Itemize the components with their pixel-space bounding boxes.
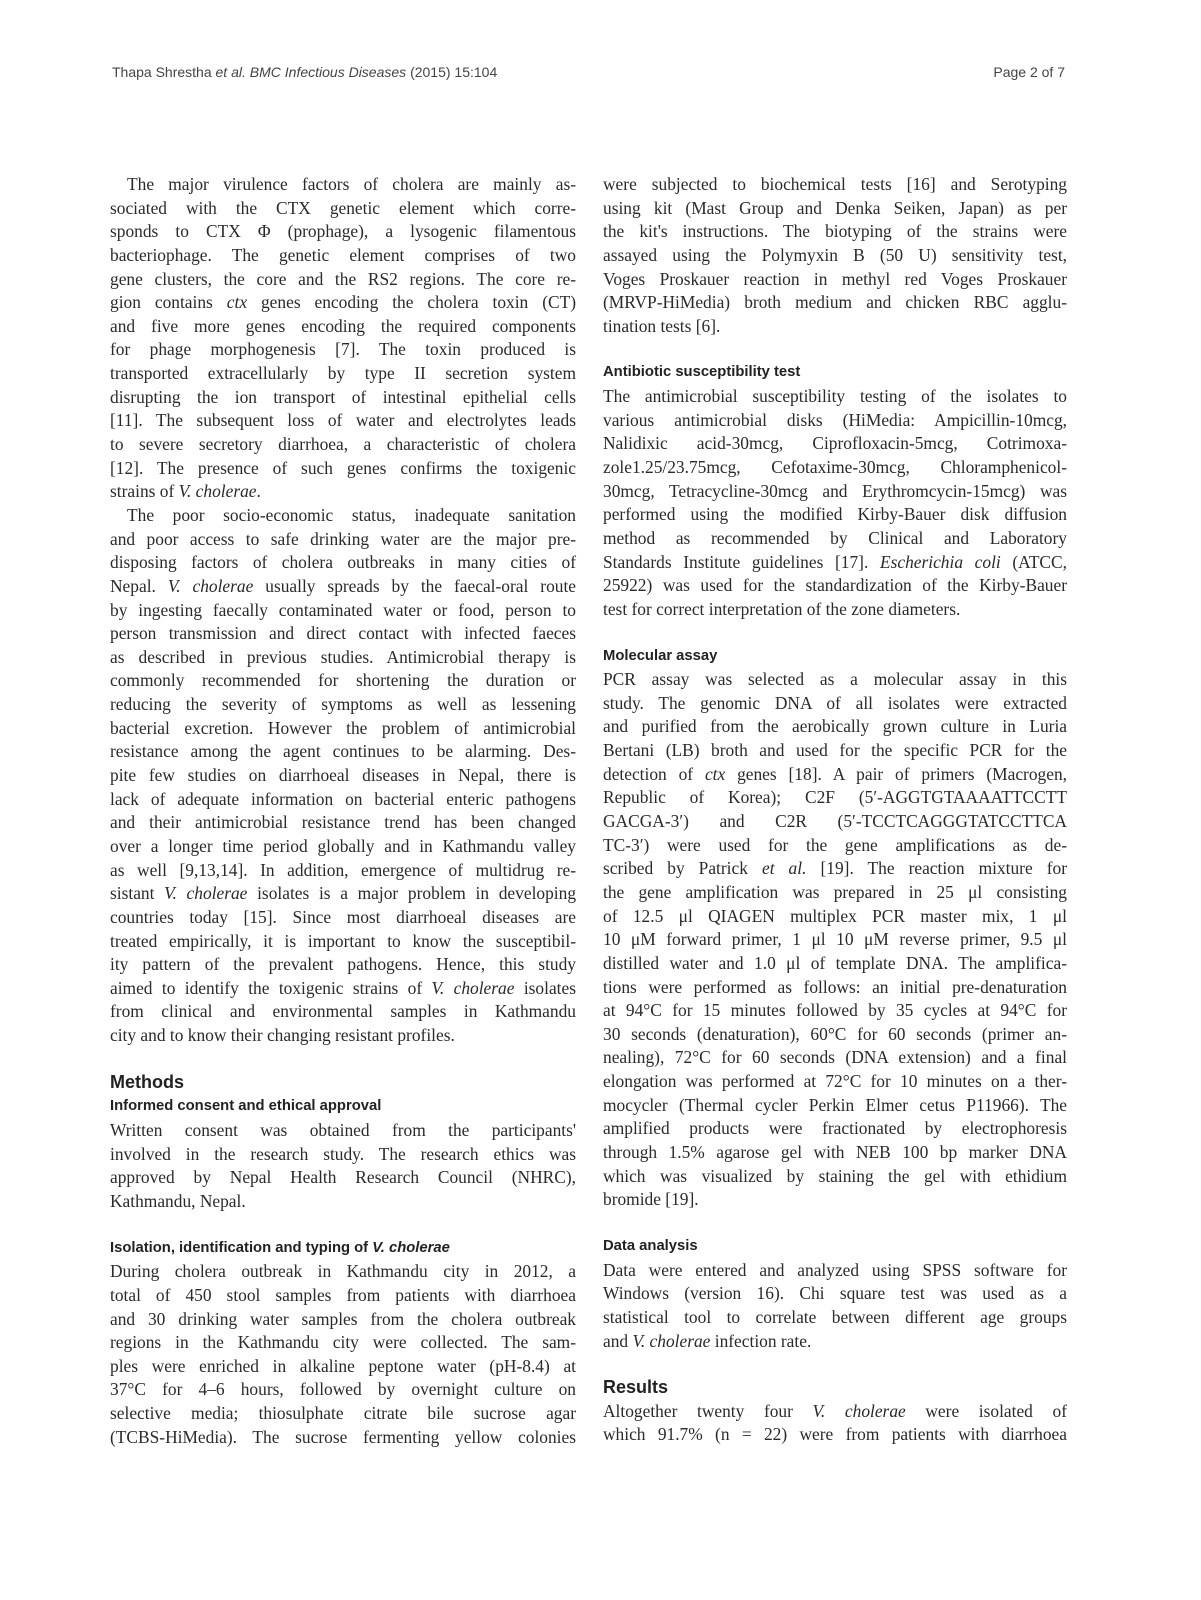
text-line: PCR assay was selected as a molecular assay in this xyxy=(603,669,1067,690)
paragraph xyxy=(110,1260,576,1449)
text-line: and five more genes encoding the required components xyxy=(110,315,576,336)
text-line: city and to know their changing resistant profiles. xyxy=(110,1025,455,1046)
text-line: Nalidixic acid-30mcg, Ciprofloxacin-5mcg, Cotrimoxa- xyxy=(603,433,1067,454)
text-line: 37°C for 4–6 hours, followed by overnight culture on xyxy=(110,1379,576,1400)
text-line: (MRVP-HiMedia) broth medium and chicken RBC agglu- xyxy=(603,292,1067,313)
italic-term: V. cholerae xyxy=(178,481,257,502)
subsection-heading: Antibiotic susceptibility test xyxy=(603,364,801,381)
text-line: The antimicrobial susceptibility testing of the isolates to xyxy=(603,386,1067,407)
text-line: and poor access to safe drinking water are the major pre- xyxy=(110,528,576,549)
text-line: 30mcg, Tetracycline-30mcg and Erythromcycin-15mcg) was xyxy=(603,480,1067,501)
text-line: for phage morphogenesis [7]. The toxin produced is xyxy=(110,339,576,360)
text-line: [12]. The presence of such genes confirms the toxigenic xyxy=(110,457,576,478)
text-line: elongation was performed at 72°C for 10 minutes on a ther- xyxy=(603,1071,1067,1092)
text-line: Kathmandu, Nepal. xyxy=(110,1190,246,1211)
text-line: TC-3′) were used for the gene amplifications as de- xyxy=(603,834,1067,855)
text-line: The poor socio-economic status, inadequate sanitation xyxy=(127,504,576,525)
text-line: performed using the modified Kirby-Bauer disk diffusion xyxy=(603,504,1067,525)
text-line: tions were performed as follows: an initial pre-denaturation xyxy=(603,976,1067,997)
text-line: the gene amplification was prepared in 25 μl consisting xyxy=(603,881,1067,902)
paragraph xyxy=(603,173,1067,338)
text-line: which was visualized by staining the gel with ethidium xyxy=(603,1165,1067,1186)
text-line: bromide [19]. xyxy=(603,1189,699,1210)
section-heading: Methods xyxy=(110,1071,184,1092)
italic-term: V. cholerae xyxy=(431,977,515,998)
italic-term: V. cholerae xyxy=(632,1330,711,1351)
paragraph xyxy=(110,504,576,1048)
text-line: as described in previous studies. Antimicrobial therapy is xyxy=(110,646,576,667)
text-line: and V. cholerae infection rate. xyxy=(603,1330,812,1351)
text-line: treated empirically, it is important to know the susceptibil- xyxy=(110,930,576,951)
text-line: strains of V. cholerae. xyxy=(110,481,261,502)
text-line: tination tests [6]. xyxy=(603,315,721,336)
text-line: Data were entered and analyzed using SPSS software for xyxy=(603,1259,1067,1280)
text-line: over a longer time period globally and in Kathmandu valley xyxy=(110,835,576,856)
text-line: resistance among the agent continues to be alarming. Des- xyxy=(110,741,576,762)
text-line: amplified products were fractionated by electrophoresis xyxy=(603,1118,1067,1139)
subsection-heading: Isolation, identification and typing of V. cholerae xyxy=(110,1239,450,1256)
text-line: 30 seconds (denaturation), 60°C for 60 seconds (primer an- xyxy=(603,1023,1067,1044)
text-line: Nepal. V. cholerae usually spreads by the faecal-oral route xyxy=(110,575,577,596)
text-line: ples were enriched in alkaline peptone water (pH-8.4) at xyxy=(110,1355,576,1376)
page-number: Page 2 of 7 xyxy=(993,64,1065,80)
italic-term: V. cholerae xyxy=(164,883,248,904)
italic-term: ctx xyxy=(226,292,248,313)
text-line: using kit (Mast Group and Denka Seiken, Japan) as per xyxy=(603,197,1067,218)
text-line: (TCBS-HiMedia). The sucrose fermenting yellow colonies xyxy=(110,1426,576,1447)
text-line: Altogether twenty four V. cholerae were isolated of xyxy=(603,1400,1067,1421)
text-line: scribed by Patrick et al. [19]. The reaction mixture for xyxy=(603,858,1068,879)
text-line: method as recommended by Clinical and Laboratory xyxy=(603,527,1067,548)
italic-term: V. cholerae xyxy=(812,1400,906,1421)
header-authors: Thapa Shrestha xyxy=(112,64,212,80)
text-line: through 1.5% agarose gel with NEB 100 bp marker DNA xyxy=(603,1142,1067,1163)
header-citation: (2015) 15:104 xyxy=(410,64,498,80)
subsection-heading: Data analysis xyxy=(603,1237,698,1254)
text-line: person transmission and direct contact with infected faeces xyxy=(110,623,576,644)
text-line: aimed to identify the toxigenic strains of V. cholerae isolates xyxy=(110,977,576,998)
text-line: transported extracellularly by type II secretion system xyxy=(110,363,576,384)
italic-term: Escherichia coli xyxy=(879,551,1001,572)
text-line: statistical tool to correlate between different age groups xyxy=(603,1306,1067,1327)
text-line: gene clusters, the core and the RS2 regions. The core re- xyxy=(110,268,576,289)
italic-term: ctx xyxy=(704,763,726,784)
text-line: 10 μM forward primer, 1 μl 10 μM reverse primer, 9.5 μl xyxy=(603,929,1067,950)
text-line: approved by Nepal Health Research Council (NHRC), xyxy=(110,1167,576,1188)
text-line: nealing), 72°C for 60 seconds (DNA extension) and a final xyxy=(603,1047,1067,1068)
text-line: commonly recommended for shortening the duration or xyxy=(110,670,576,691)
text-line: were subjected to biochemical tests [16] and Serotyping xyxy=(603,174,1067,194)
text-line: detection of ctx genes [18]. A pair of primers (Macrogen, xyxy=(603,763,1068,784)
subsection-heading: Molecular assay xyxy=(603,647,718,664)
text-line: [11]. The subsequent loss of water and electrolytes leads xyxy=(110,410,576,431)
text-line: ity pattern of the prevalent pathogens. Hence, this study xyxy=(110,954,576,975)
text-line: The major virulence factors of cholera are mainly as- xyxy=(127,174,576,194)
text-line: During cholera outbreak in Kathmandu city in 2012, a xyxy=(110,1261,576,1282)
text-line: Windows (version 16). Chi square test was used as a xyxy=(603,1283,1067,1304)
left-column xyxy=(110,173,576,1449)
text-line: Republic of Korea); C2F (5′-AGGTGTAAAATTCCTT xyxy=(603,787,1067,808)
text-line: Standards Institute guidelines [17]. Escherichia coli (ATCC, xyxy=(603,551,1067,572)
paragraph xyxy=(603,668,1067,1212)
paragraph xyxy=(603,385,1067,621)
text-line: at 94°C for 15 minutes followed by 35 cycles at 94°C for xyxy=(603,1000,1067,1021)
paragraph xyxy=(603,1259,1067,1354)
text-line: mocycler (Thermal cycler Perkin Elmer cetus P11966). The xyxy=(603,1094,1067,1115)
text-line: selective media; thiosulphate citrate bile sucrose agar xyxy=(110,1403,576,1424)
text-line: regions in the Kathmandu city were collected. The sam- xyxy=(110,1332,576,1353)
text-line: the kit's instructions. The biotyping of the strains were xyxy=(603,221,1067,242)
text-line: as well [9,13,14]. In addition, emergence of multidrug re- xyxy=(110,859,576,880)
text-line: study. The genomic DNA of all isolates were extracted xyxy=(603,692,1067,713)
text-line: test for correct interpretation of the zone diameters. xyxy=(603,598,961,619)
right-column xyxy=(603,173,1067,1447)
subsection-heading: Informed consent and ethical approval xyxy=(110,1098,382,1115)
text-line: and their antimicrobial resistance trend has been changed xyxy=(110,812,576,833)
text-line: of 12.5 μl QIAGEN multiplex PCR master mix, 1 μl xyxy=(603,905,1067,926)
text-line: from clinical and environmental samples in Kathmandu xyxy=(110,1001,576,1022)
text-line: bacteriophage. The genetic element comprises of two xyxy=(110,244,576,265)
text-line: GACGA-3′) and C2R (5′-TCCTCAGGGTATCCTTCA xyxy=(603,811,1067,832)
italic-term: V. cholerae xyxy=(372,1239,450,1256)
paragraph xyxy=(110,173,576,504)
text-line: bacterial excretion. However the problem of antimicrobial xyxy=(110,717,576,738)
text-line: various antimicrobial disks (HiMedia: Ampicillin-10mcg, xyxy=(603,409,1067,430)
text-line: sociated with the CTX genetic element which corre- xyxy=(110,197,576,218)
text-line: pite few studies on diarrhoeal diseases in Nepal, there is xyxy=(110,765,576,786)
text-line: Written consent was obtained from the participants' xyxy=(110,1120,576,1141)
text-line: disrupting the ion transport of intestinal epithelial cells xyxy=(110,386,576,407)
text-line: to severe secretory diarrhoea, a characteristic of cholera xyxy=(110,434,576,455)
text-line: sponds to CTX Φ (prophage), a lysogenic filamentous xyxy=(110,221,576,242)
paragraph xyxy=(110,1119,576,1214)
text-line: lack of adequate information on bacterial enteric pathogens xyxy=(110,788,576,809)
running-header xyxy=(112,64,497,80)
text-line: gion contains ctx genes encoding the cholera toxin (CT) xyxy=(110,292,576,313)
text-line: and purified from the aerobically grown culture in Luria xyxy=(603,716,1067,737)
text-line: reducing the severity of symptoms as well as lessening xyxy=(110,694,576,715)
text-line: zole1.25/23.75mcg, Cefotaxime-30mcg, Chloramphenicol- xyxy=(603,457,1067,478)
text-line: and 30 drinking water samples from the cholera outbreak xyxy=(110,1308,576,1329)
section-heading: Results xyxy=(603,1377,669,1398)
text-line: by ingesting faecally contaminated water or food, person to xyxy=(110,599,576,620)
text-line: involved in the research study. The research ethics was xyxy=(110,1143,576,1164)
header-journal: BMC Infectious Diseases xyxy=(249,64,407,80)
italic-term: et al. xyxy=(761,858,807,879)
italic-term: V. cholerae xyxy=(167,575,254,596)
header-etal: et al. xyxy=(215,64,246,80)
text-line: 25922) was used for the standardization of the Kirby-Bauer xyxy=(603,575,1067,596)
paragraph xyxy=(603,1400,1067,1447)
text-line: total of 450 stool samples from patients with diarrhoea xyxy=(110,1284,576,1305)
text-line: countries today [15]. Since most diarrhoeal diseases are xyxy=(110,906,576,927)
text-line: disposing factors of cholera outbreaks in many cities of xyxy=(110,552,576,573)
text-line: assayed using the Polymyxin B (50 U) sensitivity test, xyxy=(603,244,1067,265)
text-line: sistant V. cholerae isolates is a major problem in developing xyxy=(110,883,577,904)
text-line: which 91.7% (n = 22) were from patients with diarrhoea xyxy=(603,1424,1067,1445)
text-line: Voges Proskauer reaction in methyl red Voges Proskauer xyxy=(603,268,1067,289)
text-line: Bertani (LB) broth and used for the specific PCR for the xyxy=(603,740,1067,761)
text-line: distilled water and 1.0 μl of template DNA. The amplifica- xyxy=(603,952,1067,973)
